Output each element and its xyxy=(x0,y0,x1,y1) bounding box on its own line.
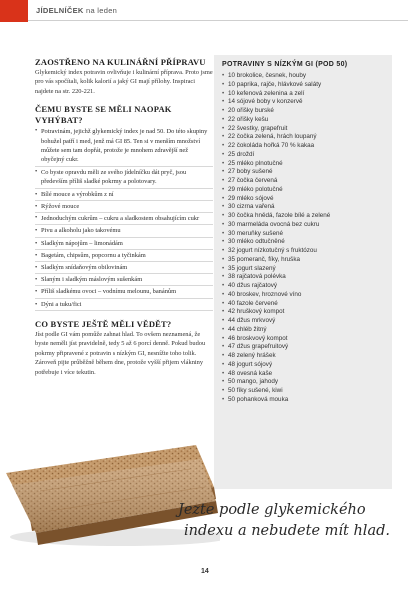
food-item: • 22 čočka zelená, hrách loupaný xyxy=(222,133,392,142)
food-item: • 10 paprika, rajče, hlávkové saláty xyxy=(222,81,392,90)
avoid-item: • Bagetám, chipsům, popcornu a tyčinkám xyxy=(35,250,213,262)
food-item: • 40 džus rajčatový xyxy=(222,282,392,291)
food-item: • 29 mléko polotučné xyxy=(222,186,392,195)
food-item: • 35 pomeranč, fíky, hruška xyxy=(222,256,392,265)
paragraph-cooking: Glykemický index potravin ovlivňuje i kulinární příprava. Proto jsme pro vás spočítali, kolik kalorií a jaký GI mají přílohy. Inspiraci najdete na str. 220-221. xyxy=(35,69,213,95)
avoid-item: • Dýni a tuku/fici xyxy=(35,299,213,311)
avoid-item: • Příliš sladkému ovoci – vodnímu melounu, banánům xyxy=(35,286,213,298)
food-item: • 22 ořišky kešu xyxy=(222,116,392,125)
food-item: • 10 brokolice, česnek, houby xyxy=(222,72,392,81)
slogan-line-1: Jezte podle glykemického xyxy=(178,502,366,518)
heading-know: CO BYSTE JEŠTĚ MĚLI VĚDĚT? xyxy=(35,318,172,329)
heading-avoid: ČEMU BYSTE SE MĚLI NAOPAK VYHÝBAT? xyxy=(35,104,172,126)
avoid-item: • Pivu a alkoholu jako takovému xyxy=(35,225,213,237)
avoid-item: • Sladkým nápojům – limonádám xyxy=(35,238,213,250)
food-item: • 14 sójové boby v konzervě xyxy=(222,98,392,107)
food-item: • 46 broskvový kompot xyxy=(222,335,392,344)
header-rule xyxy=(28,20,408,21)
avoid-item: • Potravinám, jejichž glykemický index je nad 50. Do této skupiny bohužel patří i med, jenž má GI 85. Ten si v menším množství můžete sem tam dopřát, protože je mnohem zdravější než obyčejný cukr. xyxy=(35,126,213,167)
food-item: • 48 jogurt sójový xyxy=(222,361,392,370)
food-item: • 48 ovesná kaše xyxy=(222,370,392,379)
avoid-item: • Jednoduchým cukrům – cukru a sladkostem obsahujícím cukr xyxy=(35,213,213,225)
food-item: • 48 zelený hrášek xyxy=(222,352,392,361)
food-item: • 47 džus grapefruitový xyxy=(222,343,392,352)
food-item: • 27 čočka červená xyxy=(222,177,392,186)
food-item: • 25 mléko plnotučné xyxy=(222,160,392,169)
food-item: • 40 broskev, hroznové víno xyxy=(222,291,392,300)
food-item: • 38 rajčatová polévka xyxy=(222,273,392,282)
avoid-item: • Bílé mouce a výrobkům z ní xyxy=(35,189,213,201)
food-item: • 44 chléb žitný xyxy=(222,326,392,335)
section-label xyxy=(36,6,117,15)
food-item: • 22 čokoláda hořká 70 % kakaa xyxy=(222,142,392,151)
food-item: • 25 droždí xyxy=(222,151,392,160)
low-gi-box xyxy=(214,55,392,489)
food-item: • 30 marmeláda ovocná bez cukru xyxy=(222,221,392,230)
section-accent-bar xyxy=(0,0,28,22)
food-item: • 50 pohanková mouka xyxy=(222,396,392,405)
slogan xyxy=(178,500,408,542)
heading-cooking: ZAOSTŘENO NA KULINÁŘNÍ PŘÍPRAVU xyxy=(35,57,206,67)
avoid-item: • Rýžové mouce xyxy=(35,201,213,213)
food-item: • 29 mléko sójové xyxy=(222,195,392,204)
food-item: • 10 kefenová zelenina a zelí xyxy=(222,90,392,99)
slogan-line-2: indexu a nebudete mít hlad. xyxy=(184,523,390,539)
food-item: • 42 hruškový kompot xyxy=(222,308,392,317)
food-item: • 44 džus mrkvový xyxy=(222,317,392,326)
food-item: • 40 fazole červené xyxy=(222,300,392,309)
avoid-list xyxy=(35,126,213,311)
food-item: • 32 jogurt nízkotučný s fruktózou xyxy=(222,247,392,256)
food-item: • 30 cizrna vařená xyxy=(222,203,392,212)
paragraph-know: Jíst podle GI vám pomůže zahnat hlad. To ovšem neznamená, že byste neměli jíst pravidelně, tedy 5 až 6 porcí denně. Pokud budou pokrmy připravené z potravin s nízkým GI, nesnížte toho tolik. Zároveň pijte průběžně během dne, protože vyšší přijem vlákniny potřebuje i více tekutin. xyxy=(35,330,206,376)
avoid-item: • Sladkým snídaňovým obilovinám xyxy=(35,262,213,274)
avoid-item: • Slaným i sladkým máslovým sušenkám xyxy=(35,274,213,286)
low-gi-list xyxy=(214,72,392,405)
section-tab xyxy=(0,0,190,22)
food-item: • 50 fíky sušené, kiwi xyxy=(222,387,392,396)
food-item: • 50 mango, jahody xyxy=(222,378,392,387)
food-item: • 30 meruňky sušené xyxy=(222,230,392,239)
food-item: • 27 boby sušené xyxy=(222,168,392,177)
section-label-bold: JÍDELNÍČEK xyxy=(36,6,84,15)
page-number: 14 xyxy=(201,568,209,575)
food-item: • 35 jogurt slazený xyxy=(222,265,392,274)
avoid-item: • Co byste opravdu měli ze svého jídelníčku dát pryč, jsou především příliš sladké pokrmy a polotovary. xyxy=(35,167,213,189)
food-item: • 22 švestky, grapefruit xyxy=(222,125,392,134)
food-item: • 20 ořišky burské xyxy=(222,107,392,116)
food-item: • 30 mléko odtučněné xyxy=(222,238,392,247)
left-column xyxy=(35,57,213,377)
food-item: • 30 čočka hnědá, fazole bílé a zelené xyxy=(222,212,392,221)
low-gi-title: POTRAVINY S NÍZKÝM GI (POD 50) xyxy=(222,61,348,68)
section-label-rest: na leden xyxy=(83,6,118,15)
